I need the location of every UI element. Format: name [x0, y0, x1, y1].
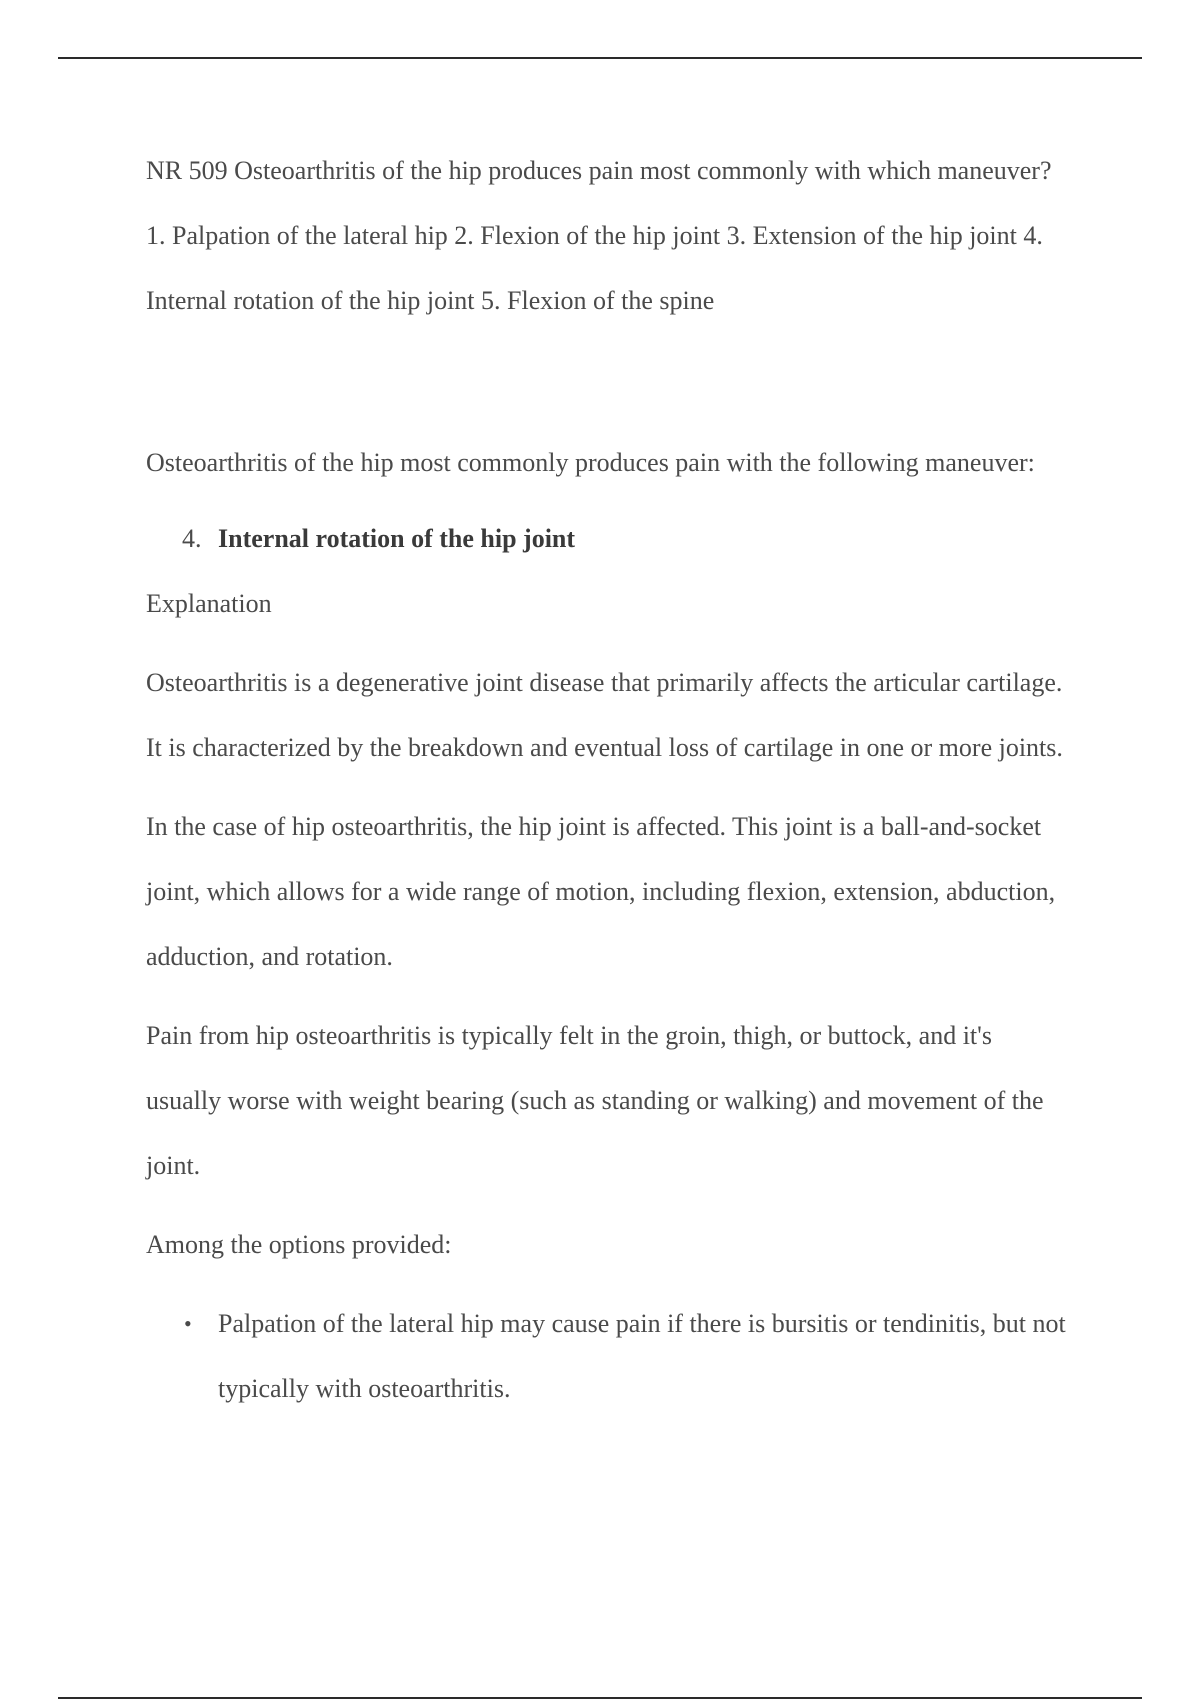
options-intro: Among the options provided: [146, 1230, 452, 1259]
answer-intro: Osteoarthritis of the hip most commonly produces pain with the following maneuver: [146, 448, 1035, 477]
answer-number: 4. [182, 524, 202, 553]
document-body [146, 138, 1066, 1421]
answer-text: Internal rotation of the hip joint [218, 524, 576, 553]
explanation-heading: Explanation [146, 589, 272, 618]
explanation-paragraph: In the case of hip osteoarthritis, the hip joint is affected. This joint is a ball-and-socket joint, which allows for a wide range of motion, including flexion, extension, abduction, adduction, and rotation. [146, 812, 1056, 971]
question-text: NR 509 Osteoarthritis of the hip produces pain most commonly with which maneuver? 1. Palpation of the lateral hip 2. Flexion of the hip joint 3. Extension of the hip joint 4. Internal rotation of the hip joint 5. Flexion of the spine [146, 156, 1052, 315]
bottom-rule [58, 1697, 1142, 1699]
top-rule [58, 57, 1142, 59]
answer-item [146, 506, 1066, 571]
explanation-paragraph: Osteoarthritis is a degenerative joint disease that primarily affects the articular cartilage. It is characterized by the breakdown and eventual loss of cartilage in one or more joints. [146, 668, 1063, 762]
option-text: Palpation of the lateral hip may cause pain if there is bursitis or tendinitis, but not typically with osteoarthritis. [218, 1309, 1066, 1403]
explanation-paragraph: Pain from hip osteoarthritis is typically felt in the groin, thigh, or buttock, and it's usually worse with weight bearing (such as standing or walking) and movement of the joint. [146, 1021, 1044, 1180]
bullet-icon: • [184, 1311, 192, 1336]
answer-list [146, 506, 1066, 571]
list-item [146, 1291, 1066, 1421]
options-list [146, 1291, 1066, 1421]
